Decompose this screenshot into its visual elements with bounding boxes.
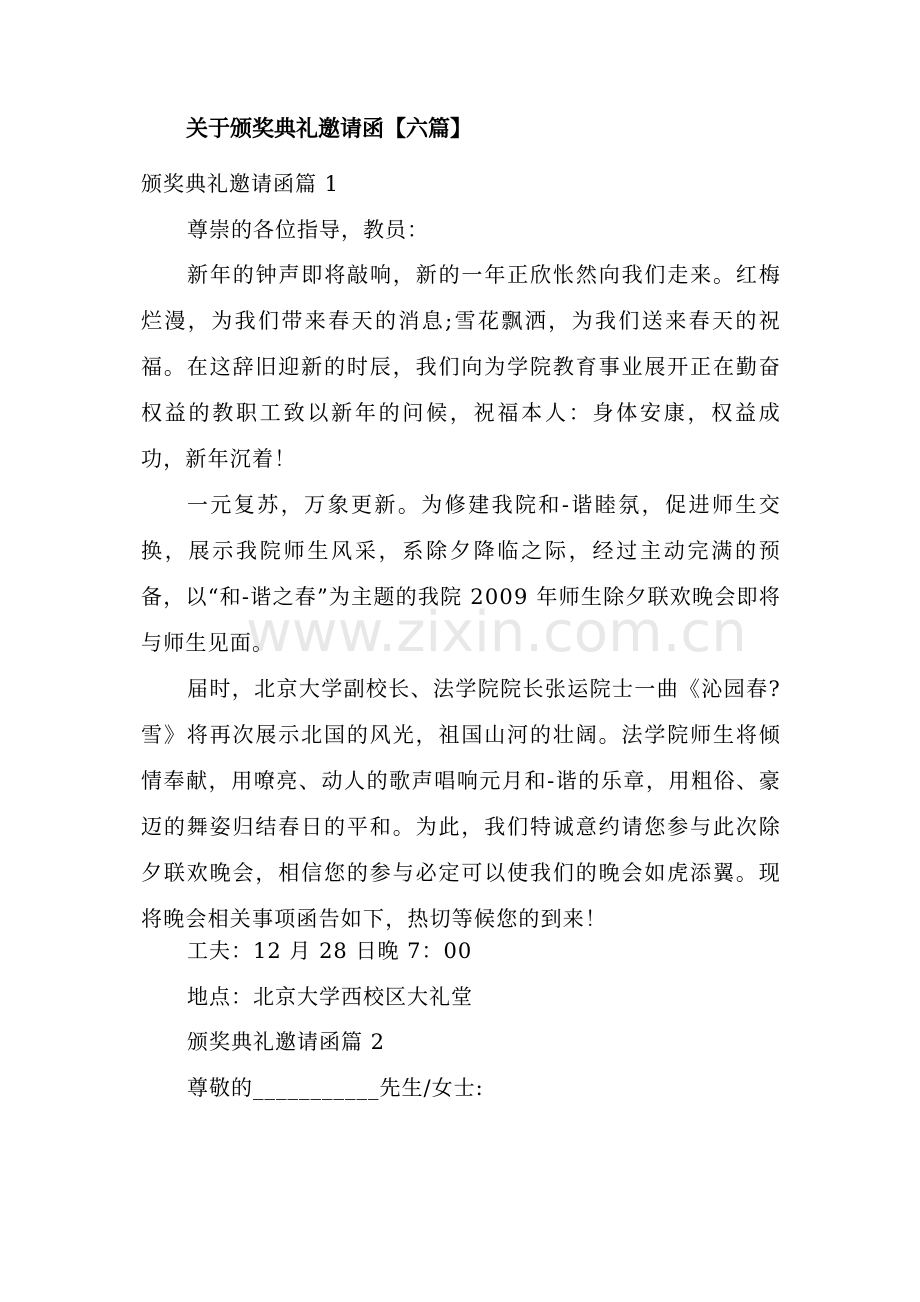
event-place: 地点：北京大学西校区大礼堂 [187, 985, 473, 1009]
section-heading-2: 颁奖典礼邀请函篇 2 [187, 1030, 386, 1054]
section-heading-1: 颁奖典礼邀请函篇 1 [141, 172, 340, 196]
salutation: 尊崇的各位指导，教员： [187, 218, 429, 242]
paragraph-1: 新年的钟声即将敲响，新的一年正欣怅然向我们走来。红梅烂漫，为我们带来春天的消息;雪花飘洒，为我们送来春天的祝福。在这辞旧迎新的时辰，我们向为学院教育事业展开正在勤奋权益的教职工致以新年的问候，祝福本人：身体安康，权益成功，新年沉着！ [141, 263, 781, 471]
watermark: www.zixin.com.cn [246, 600, 747, 665]
paragraph-3: 届时，北京大学副校长、法学院院长张运院士一曲《沁园春?雪》将再次展示北国的风光，祖国山河的壮阔。法学院师生将倾情奉献，用嘹亮、动人的歌声唱响元月和-谐的乐章，用粗俗、豪迈的舞姿归结春日的平和。为此，我们特诚意约请您参与此次除夕联欢晚会，相信您的参与必定可以使我们的晚会如虎添翼。现将晚会相关事项函告如下，热切等候您的到来！ [141, 677, 781, 931]
greeting-2: 尊敬的___________先生/女士: [187, 1076, 484, 1100]
paragraph-2: 一元复苏，万象更新。为修建我院和-谐睦氛，促进师生交换，展示我院师生风采，系除夕降临之际，经过主动完满的预备，以“和-谐之春”为主题的我院 2009 年师生除夕联欢晚会即将与师生见面。 [141, 493, 781, 655]
event-time: 工夫：12 月 28 日晚 7：00 [187, 939, 473, 963]
document-title: 关于颁奖典礼邀请函【六篇】 [186, 117, 473, 142]
